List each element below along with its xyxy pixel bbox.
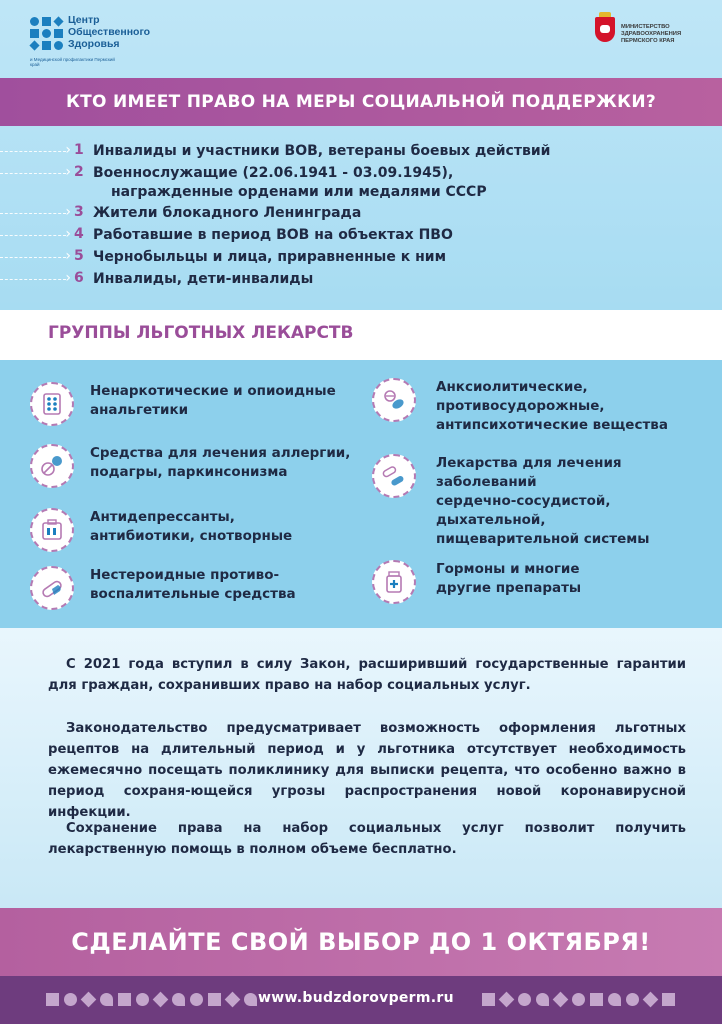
info-paragraph: Законодательство предусматривает возможность оформления льготных рецептов на длительный период и у льготника отсутствует необходимость ежемесячно посещать поликлинику для выписки рецепта, что особенно важно в период сохраня-ющейся угрозы распространения новой коронавирусной инфекции. — [48, 721, 686, 820]
dashed-arrow-icon — [0, 235, 66, 236]
header — [0, 0, 722, 78]
ministry-name: МИНИСТЕРСТВО ЗДРАВООХРАНЕНИЯ ПЕРМСКОГО КРАЯ — [621, 24, 682, 44]
call-to-action: СДЕЛАЙТЕ СВОЙ ВЫБОР ДО 1 ОКТЯБРЯ! — [0, 908, 722, 976]
info-section — [0, 628, 722, 908]
ministry-logo[interactable] — [595, 12, 681, 45]
pills-icon — [30, 444, 74, 488]
item-number: 5 — [74, 248, 84, 264]
item-number: 2 — [74, 164, 84, 180]
capsule-icon — [30, 566, 74, 610]
group-text: Нестероидные противо- воспалительные средства — [90, 567, 296, 602]
group-text: Гормоны и многие другие препараты — [436, 561, 582, 596]
list-item — [0, 268, 722, 290]
public-health-center-logo[interactable] — [30, 14, 151, 67]
group-item — [30, 382, 336, 426]
dashed-arrow-icon — [0, 173, 66, 174]
pill-blister-icon — [30, 382, 74, 426]
decorative-shapes-icon — [482, 993, 675, 1006]
logo-subtitle: и Медицинской профилактики Пермский край — [30, 57, 115, 67]
group-item — [30, 444, 350, 488]
decorative-shapes-icon — [46, 993, 257, 1006]
rights-title: КТО ИМЕЕТ ПРАВО НА МЕРЫ СОЦИАЛЬНОЙ ПОДДЕРЖКИ? — [0, 78, 722, 126]
group-item — [372, 454, 650, 549]
info-paragraph: С 2021 года вступил в силу Закон, расширивший государственные гарантии для граждан, сохранивших право на набор социальных услуг. — [48, 657, 686, 693]
list-item — [0, 140, 722, 162]
dashed-arrow-icon — [0, 151, 66, 152]
list-item — [0, 224, 722, 246]
group-text: Лекарства для лечения заболеваний сердечно-сосудистой, дыхательной, пищеварительной системы — [436, 455, 650, 547]
medicine-bottle-icon — [372, 560, 416, 604]
group-text: Анксиолитические, противосудорожные, антипсихотические вещества — [436, 379, 668, 433]
list-item — [0, 202, 722, 224]
footer — [0, 976, 722, 1024]
item-text: Инвалиды, дети-инвалиды — [93, 271, 314, 287]
group-text: Средства для лечения аллергии, подагры, паркинсонизма — [90, 445, 351, 480]
item-number: 1 — [74, 142, 84, 158]
tablets-icon — [372, 378, 416, 422]
group-item — [30, 508, 292, 552]
dashed-arrow-icon — [0, 213, 66, 214]
medicine-groups — [0, 360, 722, 628]
group-text: Антидепрессанты, антибиотики, снотворные — [90, 509, 293, 544]
groups-title: ГРУППЫ ЛЬГОТНЫХ ЛЕКАРСТВ — [48, 323, 354, 343]
rights-list — [0, 140, 722, 290]
info-paragraph: Сохранение права на набор социальных услуг позволит получить лекарственную помощь в полном объеме бесплатно. — [48, 821, 686, 857]
logo-dots-icon — [30, 17, 63, 50]
perm-crest-icon — [595, 12, 615, 44]
item-number: 6 — [74, 270, 84, 286]
logo-text: Центр Общественного Здоровья — [68, 14, 151, 50]
medicine-box-icon — [30, 508, 74, 552]
item-text: Жители блокадного Ленинграда — [93, 205, 362, 221]
list-item — [0, 246, 722, 268]
item-number: 3 — [74, 204, 84, 220]
item-number: 4 — [74, 226, 84, 242]
dashed-arrow-icon — [0, 257, 66, 258]
item-text: Инвалиды и участники ВОВ, ветераны боевых действий — [93, 143, 551, 159]
groups-header — [0, 310, 722, 360]
item-text: Работавшие в период ВОВ на объектах ПВО — [93, 227, 453, 243]
item-text: Военнослужащие (22.06.1941 - 03.09.1945), награжденные орденами или медалями СССР — [93, 165, 487, 200]
list-item — [0, 162, 722, 202]
capsules-icon — [372, 454, 416, 498]
group-item — [30, 566, 296, 610]
group-text: Ненаркотические и опиоидные анальгетики — [90, 383, 336, 418]
dashed-arrow-icon — [0, 279, 66, 280]
group-item — [372, 560, 581, 604]
group-item — [372, 378, 668, 435]
website-link[interactable]: www.budzdorovperm.ru — [258, 990, 454, 1006]
item-text: Чернобыльцы и лица, приравненные к ним — [93, 249, 447, 265]
